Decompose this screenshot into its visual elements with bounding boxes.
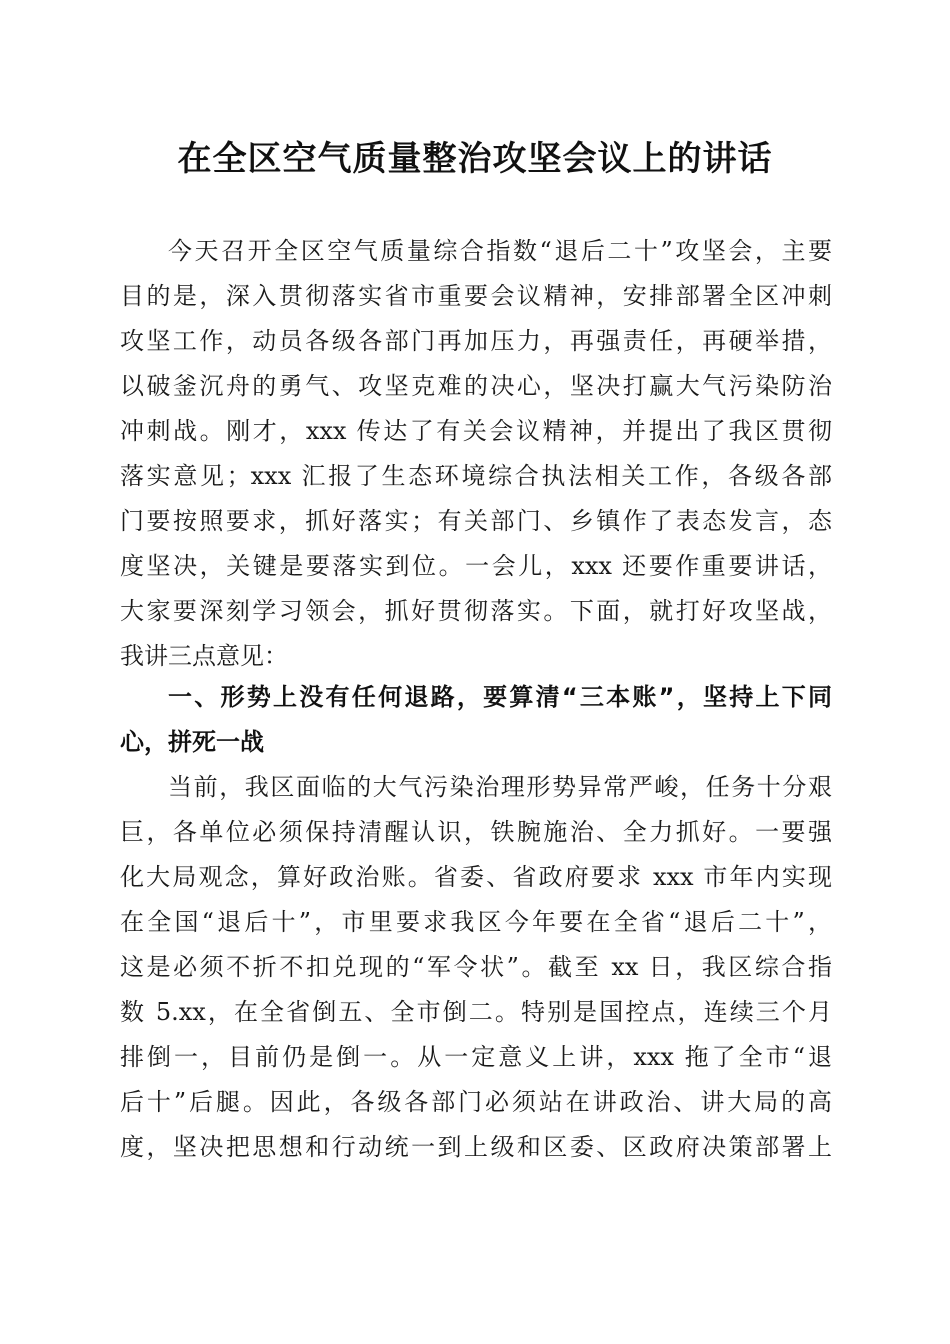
intro-line: 度坚决，关键是要落实到位。一会儿，xxx 还要作重要讲话，: [120, 552, 832, 580]
intro-line: 门要按照要求，抓好落实；有关部门、乡镇作了表态发言，态: [120, 507, 832, 535]
intro-line: 以破釜沉舟的勇气、攻坚克难的决心，坚决打赢大气污染防治: [120, 372, 832, 400]
body-line: 巨，各单位必须保持清醒认识，铁腕施治、全力抓好。一要强: [120, 818, 832, 846]
body-line: 化大局观念，算好政治账。省委、省政府要求 xxx 市年内实现: [120, 863, 832, 891]
intro-line: 攻坚工作，动员各级各部门再加压力，再强责任，再硬举措，: [120, 327, 832, 355]
body-line: 排倒一，目前仍是倒一。从一定意义上讲，xxx 拖了全市“退: [120, 1043, 832, 1071]
body-line: 在全国“退后十”，市里要求我区今年要在全省“退后二十”，: [120, 908, 832, 936]
intro-line: 目的是，深入贯彻落实省市重要会议精神，安排部署全区冲刺: [120, 282, 832, 310]
intro-line: 冲刺战。刚才，xxx 传达了有关会议精神，并提出了我区贯彻: [120, 417, 832, 445]
body-line: 数 5.xx，在全省倒五、全市倒二。特别是国控点，连续三个月: [120, 998, 832, 1026]
body-line: 这是必须不折不扣兑现的“军令状”。截至 xx 日，我区综合指: [120, 953, 832, 981]
intro-line: 落实意见；xxx 汇报了生态环境综合执法相关工作，各级各部: [120, 462, 832, 490]
section-heading-line: 心，拼死一战: [120, 728, 264, 756]
body-line: 当前，我区面临的大气污染治理形势异常严峻，任务十分艰: [168, 773, 832, 801]
body-line: 后十”后腿。因此，各级各部门必须站在讲政治、讲大局的高: [120, 1088, 832, 1116]
intro-line: 今天召开全区空气质量综合指数“退后二十”攻坚会，主要: [168, 237, 832, 265]
section-heading-line: 一、形势上没有任何退路，要算清“三本账”，坚持上下同: [168, 683, 832, 711]
body-line: 度，坚决把思想和行动统一到上级和区委、区政府决策部署上: [120, 1133, 832, 1161]
document-title: 在全区空气质量整治攻坚会议上的讲话: [177, 139, 773, 179]
intro-line: 大家要深刻学习领会，抓好贯彻落实。下面，就打好攻坚战，: [120, 597, 832, 625]
intro-line: 我讲三点意见：: [120, 642, 288, 670]
